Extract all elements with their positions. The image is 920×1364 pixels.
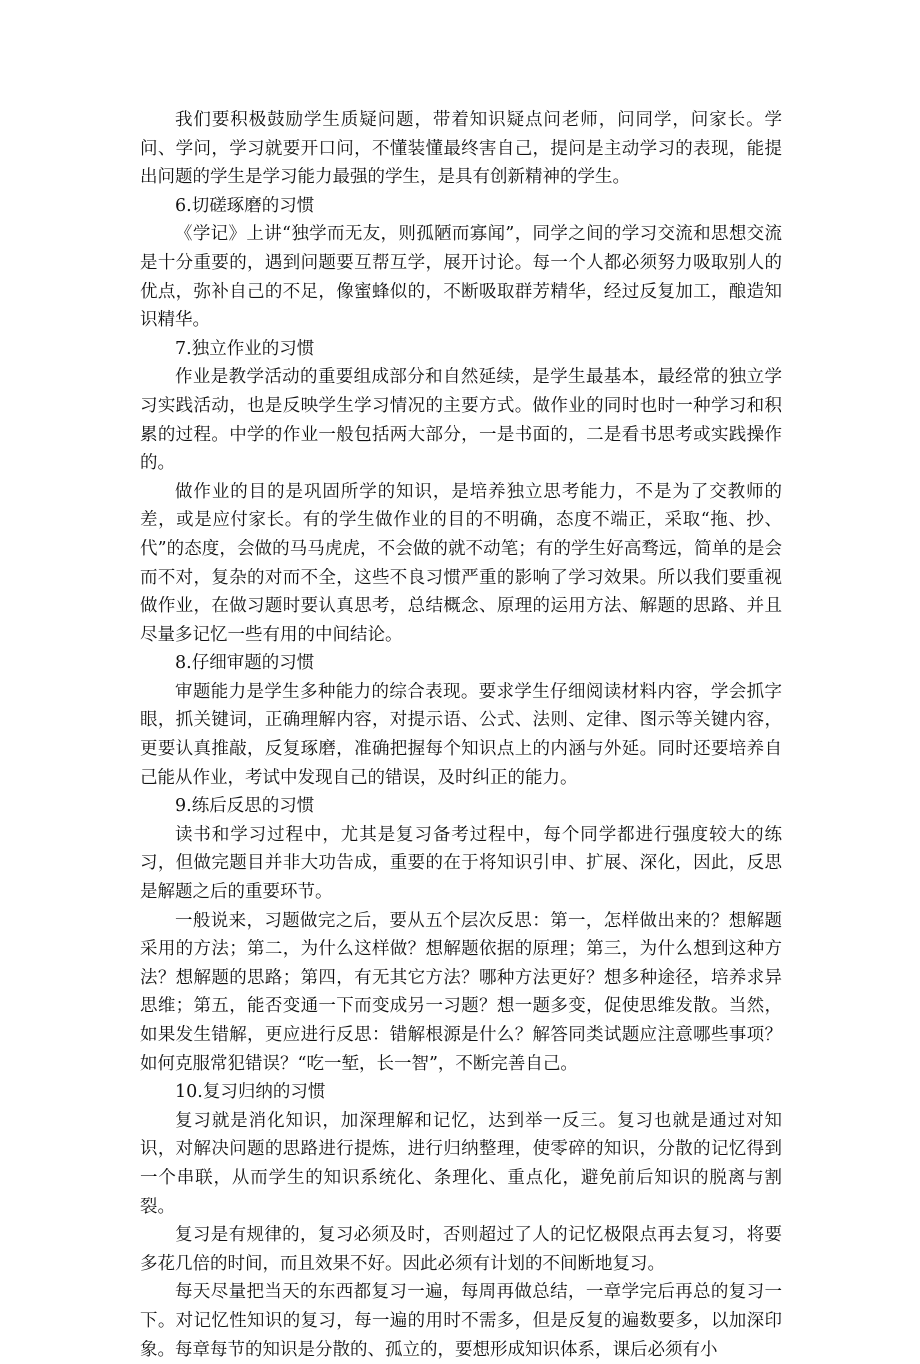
- heading-discussion-habit: 6.切磋琢磨的习惯: [175, 195, 315, 216]
- paragraph-review-routine: 每天尽量把当天的东西都复习一遍，每周再做总结，一章学完后再总的复习一下。对记忆性知识的复习，每一遍的用时不需多，但是反复的遍数要多，以加深印象。每章每节的知识是分散的、孤立的，要想形成知识体系，课后必须有小: [140, 1282, 782, 1360]
- paragraph-reflection-intro: 读书和学习过程中，尤其是复习备考过程中，每个同学都进行强度较大的练习，但做完题目并非大功告成，重要的在于将知识引申、扩展、深化，因此，反思是解题之后的重要环节。: [140, 824, 782, 903]
- paragraph-questioning: 我们要积极鼓励学生质疑问题，带着知识疑点问老师，问同学，问家长。学问、学问，学习就要开口问，不懂装懂最终害自己，提问是主动学习的表现，能提出问题的学生是学习能力最强的学生，是具有创新精神的学生。: [140, 110, 782, 188]
- heading-careful-reading: 8.仔细审题的习惯: [175, 653, 315, 674]
- document-page: [140, 106, 782, 1364]
- paragraph-homework-role: 作业是教学活动的重要组成部分和自然延续，是学生最基本，最经常的独立学习实践活动，也是反映学生学习情况的主要方式。做作业的同时也时一种学习和积累的过程。中学的作业一般包括两大部分，一是书面的，二是看书思考或实践操作的。: [140, 367, 782, 474]
- paragraph-homework-purpose: 做作业的目的是巩固所学的知识，是培养独立思考能力，不是为了交教师的差，或是应付家长。有的学生做作业的目的不明确，态度不端正，采取“拖、抄、代”的态度，会做的马马虎虎，不会做的就不动笔；有的学生好高骛远，简单的是会而不对，复杂的对而不全，这些不良习惯严重的影响了学习效果。所以我们要重视做作业，在做习题时要认真思考，总结概念、原理的运用方法、解题的思路、并且尽量多记忆一些有用的中间结论。: [140, 481, 782, 645]
- paragraph-review-definition: 复习就是消化知识，加深理解和记忆，达到举一反三。复习也就是通过对知识，对解决问题的思路进行提炼，进行归纳整理，使零碎的知识，分散的记忆得到一个串联，从而学生的知识系统化、条理化、重点化，避免前后知识的脱离与割裂。: [140, 1110, 782, 1217]
- heading-reflection-habit: 9.练后反思的习惯: [175, 796, 315, 817]
- heading-independent-homework: 7.独立作业的习惯: [175, 338, 315, 359]
- paragraph-careful-reading: 审题能力是学生多种能力的综合表现。要求学生仔细阅读材料内容，学会抓字眼，抓关键词，正确理解内容，对提示语、公式、法则、定律、图示等关键内容，更要认真推敲，反复琢磨，准确把握每个知识点上的内涵与外延。同时还要培养自己能从作业，考试中发现自己的错误，及时纠正的能力。: [140, 681, 782, 788]
- heading-review-habit: 10.复习归纳的习惯: [175, 1082, 326, 1103]
- paragraph-reflection-levels: 一般说来，习题做完之后，要从五个层次反思：第一，怎样做出来的？想解题采用的方法；第二，为什么这样做？想解题依据的原理；第三，为什么想到这种方法？想解题的思路；第四，有无其它方法？哪种方法更好？想多种途径，培养求异思维；第五，能否变通一下而变成另一习题？想一题多变，促使思维发散。当然，如果发生错解，更应进行反思：错解根源是什么？解答同类试题应注意哪些事项？如何克服常犯错误？“吃一堑，长一智”，不断完善自己。: [140, 910, 782, 1074]
- paragraph-review-timing: 复习是有规律的，复习必须及时，否则超过了人的记忆极限点再去复习，将要多花几倍的时间，而且效果不好。因此必须有计划的不间断地复习。: [140, 1225, 782, 1274]
- paragraph-discussion: 《学记》上讲“独学而无友，则孤陋而寡闻”，同学之间的学习交流和思想交流是十分重要的，遇到问题要互帮互学，展开讨论。每一个人都必须努力吸取别人的优点，弥补自己的不足，像蜜蜂似的，不断吸取群芳精华，经过反复加工，酿造知识精华。: [140, 224, 782, 331]
